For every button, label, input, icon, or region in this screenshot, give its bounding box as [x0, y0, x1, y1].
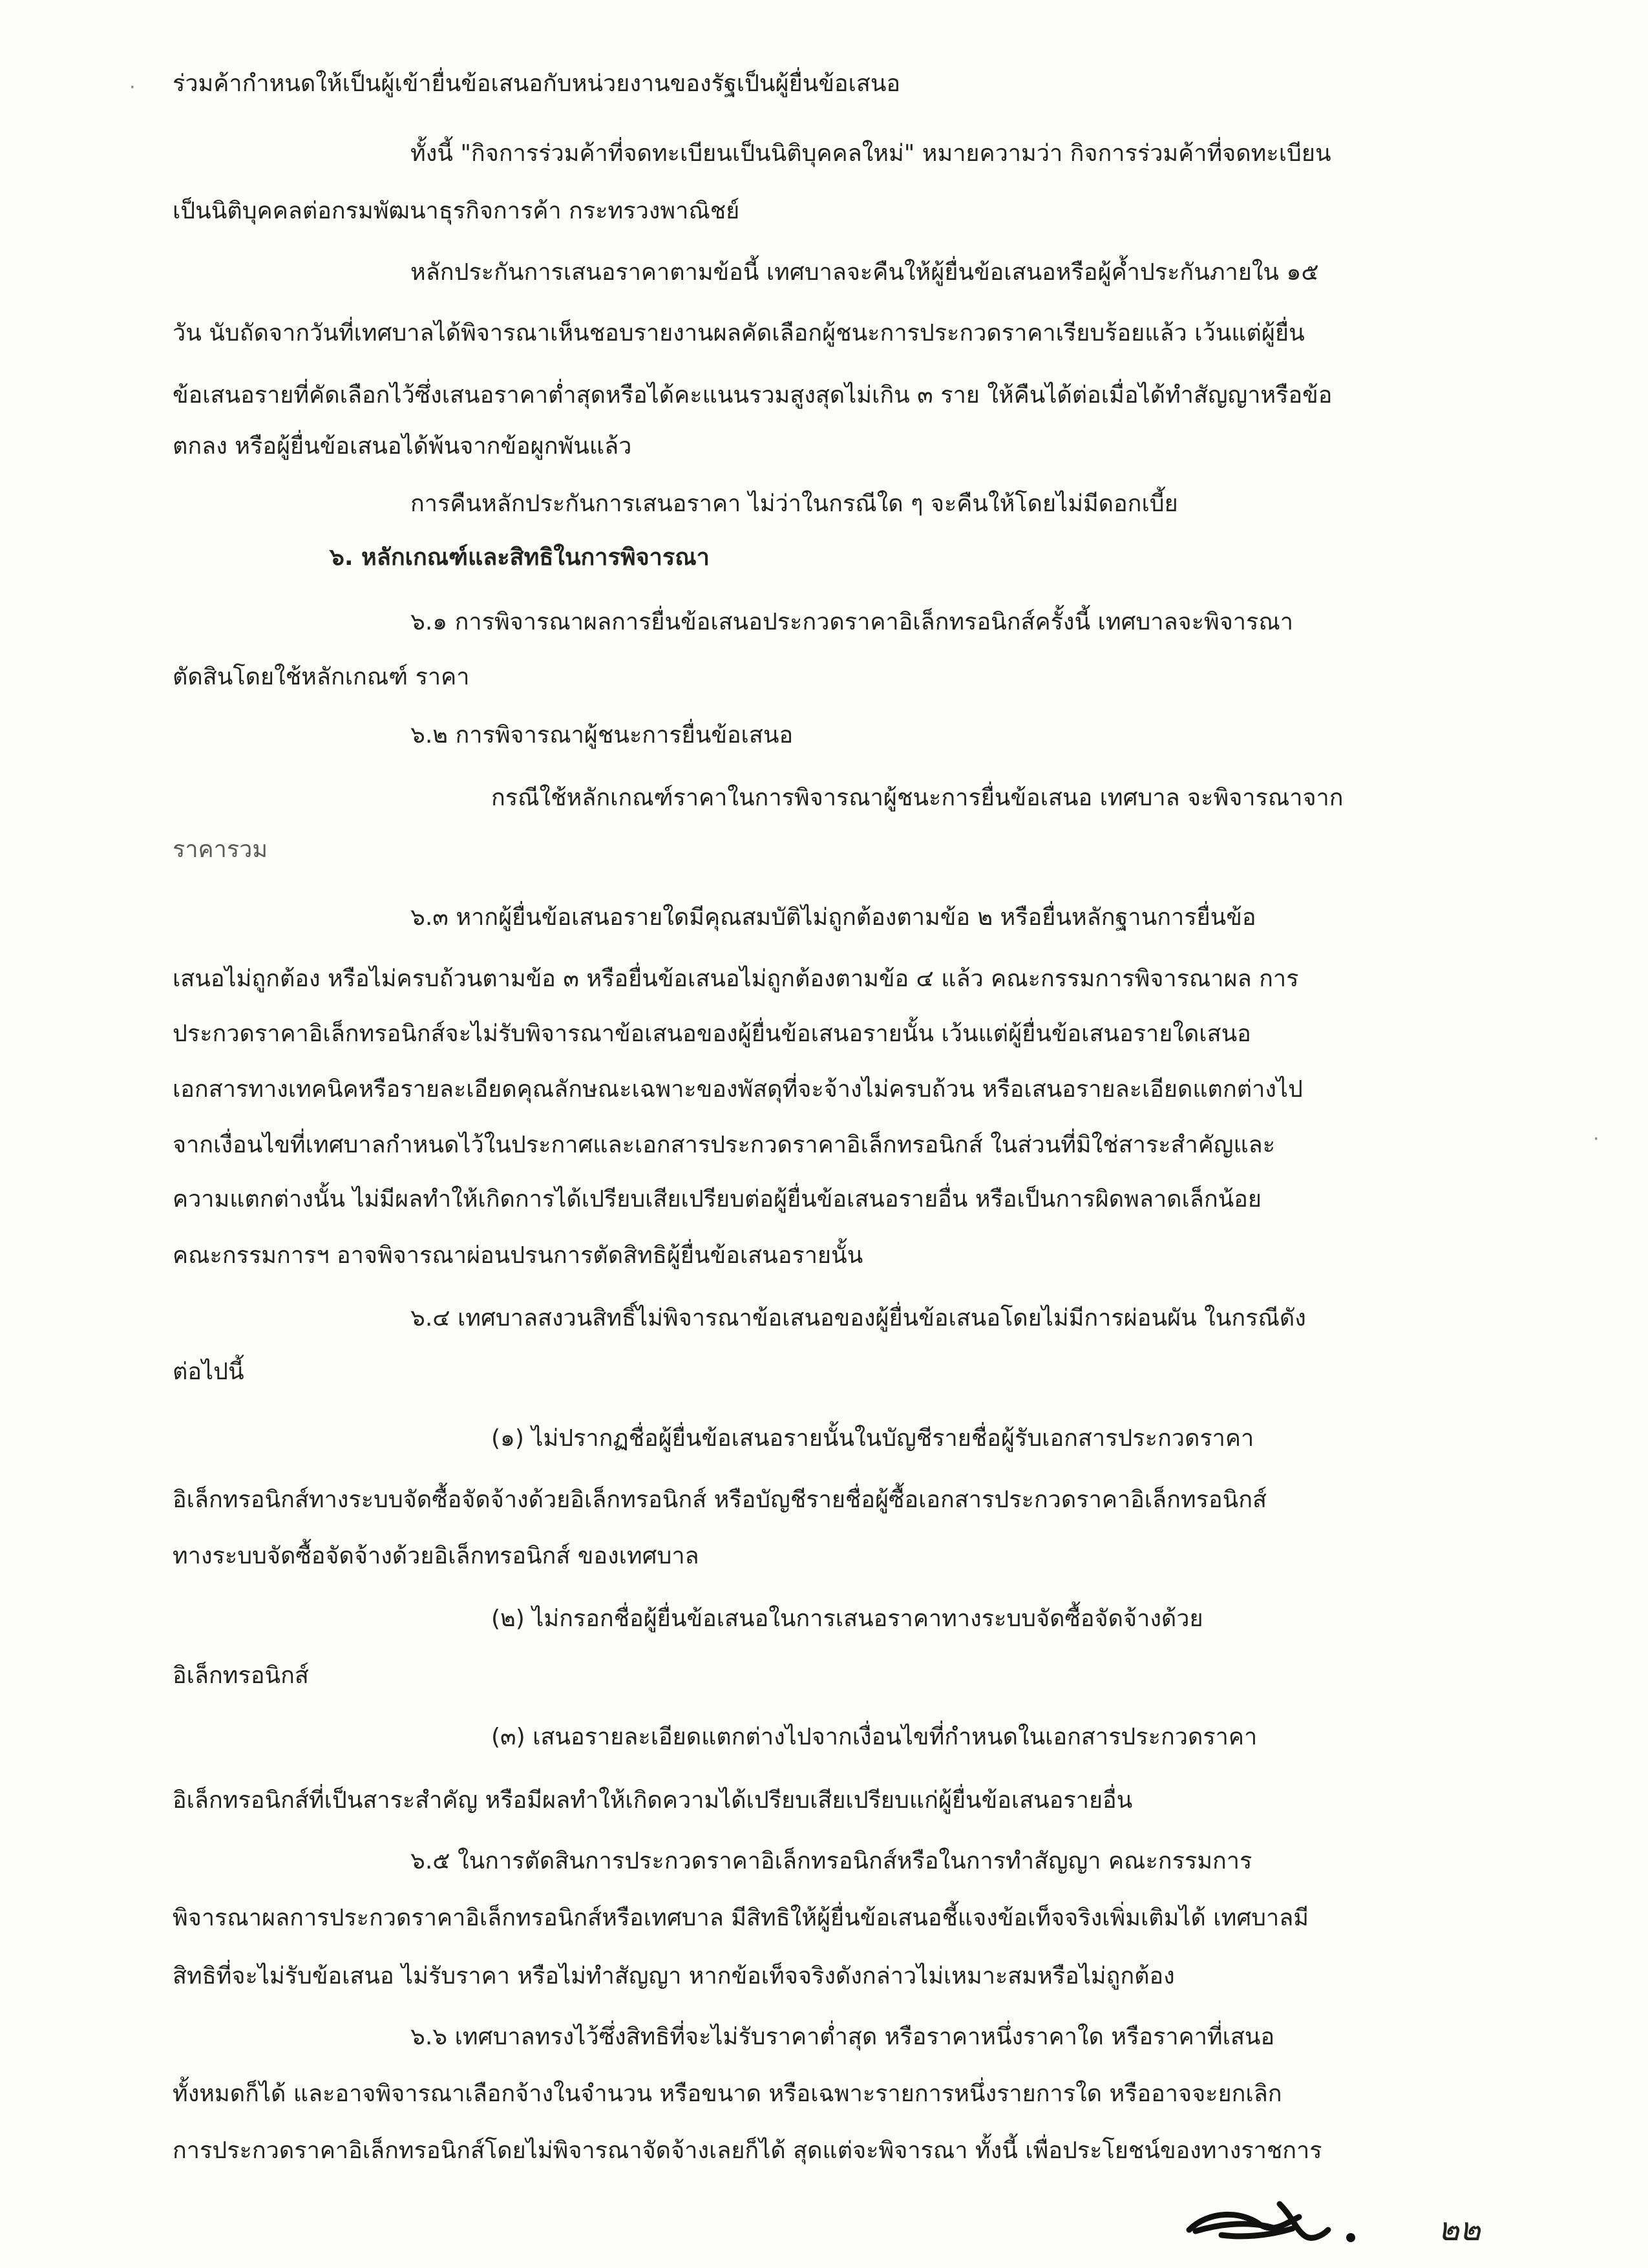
text-line: วัน นับถัดจากวันที่เทศบาลได้พิจารณาเห็นชอบรายงานผลคัดเลือกผู้ชนะการประกวดราคาเรียบร้อยแล้ว เว้นแต่ผู้ยื่น [173, 320, 1305, 346]
text-line: อิเล็กทรอนิกส์ทางระบบจัดซื้อจัดจ้างด้วยอิเล็กทรอนิกส์ หรือบัญชีรายชื่อผู้ซื้อเอกสารประกวดราคาอิเล็กทรอนิกส์ [173, 1487, 1267, 1513]
text-line: (๑) ไม่ปรากฏชื่อผู้ยื่นข้อเสนอรายนั้นในบัญชีรายชื่อผู้รับเอกสารประกวดราคา [491, 1425, 1254, 1452]
text-line: จากเงื่อนไขที่เทศบาลกำหนดไว้ในประกาศและเอกสารประกวดราคาอิเล็กทรอนิกส์ ในส่วนที่มิใช่สาระสำคัญและ [173, 1132, 1276, 1158]
text-line: ร่วมค้ากำหนดให้เป็นผู้เข้ายื่นข้อเสนอกับหน่วยงานของรัฐเป็นผู้ยื่นข้อเสนอ [173, 70, 901, 97]
text-line: สิทธิที่จะไม่รับข้อเสนอ ไม่รับราคา หรือไม่ทำสัญญา หากข้อเท็จจริงดังกล่าวไม่เหมาะสมหรือไม่ถูกต้อง [173, 1963, 1175, 1989]
signature-mark [1183, 2185, 1441, 2256]
text-line: กรณีใช้หลักเกณฑ์ราคาในการพิจารณาผู้ชนะการยื่นข้อเสนอ เทศบาล จะพิจารณาจาก [491, 785, 1344, 811]
text-line: ต่อไปนี้ [173, 1359, 244, 1385]
section-heading: ๖. หลักเกณฑ์และสิทธิในการพิจารณา [330, 544, 710, 571]
scan-speck: · [1593, 1128, 1600, 1150]
scan-speck: · [129, 76, 136, 99]
text-line: การประกวดราคาอิเล็กทรอนิกส์โดยไม่พิจารณาจัดจ้างเลยก็ได้ สุดแต่จะพิจารณา ทั้งนี้ เพื่อประโยชน์ของทางราชการ [173, 2137, 1322, 2164]
text-line: ๖.๑ การพิจารณาผลการยื่นข้อเสนอประกวดราคาอิเล็กทรอนิกส์ครั้งนี้ เทศบาลจะพิจารณา [410, 609, 1293, 635]
text-line: ๖.๔ เทศบาลสงวนสิทธิ์ไม่พิจารณาข้อเสนอของผู้ยื่นข้อเสนอโดยไม่มีการผ่อนผัน ในกรณีดัง [410, 1305, 1306, 1331]
text-line: คณะกรรมการฯ อาจพิจารณาผ่อนปรนการตัดสิทธิผู้ยื่นข้อเสนอรายนั้น [173, 1242, 863, 1269]
text-line: ๖.๕ ในการตัดสินการประกวดราคาอิเล็กทรอนิกส์หรือในการทำสัญญา คณะกรรมการ [410, 1848, 1252, 1874]
text-line: การคืนหลักประกันการเสนอราคา ไม่ว่าในกรณีใด ๆ จะคืนให้โดยไม่มีดอกเบี้ย [410, 491, 1178, 517]
text-line: ๖.๓ หากผู้ยื่นข้อเสนอรายใดมีคุณสมบัติไม่ถูกต้องตามข้อ ๒ หรือยื่นหลักฐานการยื่นข้อ [410, 904, 1256, 931]
text-line: ทั้งหมดก็ได้ และอาจพิจารณาเลือกจ้างในจำนวน หรือขนาด หรือเฉพาะรายการหนึ่งรายการใด หรืออาจจะยกเลิก [173, 2081, 1282, 2107]
text-line: ตัดสินโดยใช้หลักเกณฑ์ ราคา [173, 664, 470, 690]
page-number: ๒๒ [1438, 2210, 1481, 2248]
text-line: ๖.๒ การพิจารณาผู้ชนะการยื่นข้อเสนอ [410, 722, 794, 748]
text-line: เป็นนิติบุคคลต่อกรมพัฒนาธุรกิจการค้า กระทรวงพาณิชย์ [173, 198, 740, 224]
text-line: เอกสารทางเทคนิคหรือรายละเอียดคุณลักษณะเฉพาะของพัสดุที่จะจ้างไม่ครบถ้วน หรือเสนอรายละเอียดแตกต่างไป [173, 1076, 1303, 1103]
text-line: หลักประกันการเสนอราคาตามข้อนี้ เทศบาลจะคืนให้ผู้ยื่นข้อเสนอหรือผู้ค้ำประกันภายใน ๑๕ [410, 259, 1319, 286]
text-line: ทั้งนี้ "กิจการร่วมค้าที่จดทะเบียนเป็นนิติบุคคลใหม่" หมายความว่า กิจการร่วมค้าที่จดทะเบียน [410, 140, 1331, 167]
text-line: ทางระบบจัดซื้อจัดจ้างด้วยอิเล็กทรอนิกส์ ของเทศบาล [173, 1543, 699, 1569]
text-line: ความแตกต่างนั้น ไม่มีผลทำให้เกิดการได้เปรียบเสียเปรียบต่อผู้ยื่นข้อเสนอรายอื่น หรือเป็นการผิดพลาดเล็กน้อย [173, 1186, 1262, 1213]
text-line: ตกลง หรือผู้ยื่นข้อเสนอได้พ้นจากข้อผูกพันแล้ว [173, 433, 632, 460]
text-line: อิเล็กทรอนิกส์ [173, 1662, 309, 1689]
text-line: ประกวดราคาอิเล็กทรอนิกส์จะไม่รับพิจารณาข้อเสนอของผู้ยื่นข้อเสนอรายนั้น เว้นแต่ผู้ยื่นข้อเสนอรายใดเสนอ [173, 1021, 1251, 1047]
text-line: ๖.๖ เทศบาลทรงไว้ซึ่งสิทธิที่จะไม่รับราคาต่ำสุด หรือราคาหนึ่งราคาใด หรือราคาที่เสนอ [410, 2024, 1275, 2050]
text-line: (๒) ไม่กรอกชื่อผู้ยื่นข้อเสนอในการเสนอราคาทางระบบจัดซื้อจัดจ้างด้วย [491, 1606, 1203, 1632]
text-line: (๓) เสนอรายละเอียดแตกต่างไปจากเงื่อนไขที่กำหนดในเอกสารประกวดราคา [491, 1724, 1258, 1750]
text-line: พิจารณาผลการประกวดราคาอิเล็กทรอนิกส์หรือเทศบาล มีสิทธิให้ผู้ยื่นข้อเสนอชี้แจงข้อเท็จจริงเพิ่มเติมได้ เทศบาลมี [173, 1905, 1309, 1931]
text-line: เสนอไม่ถูกต้อง หรือไม่ครบถ้วนตามข้อ ๓ หรือยื่นข้อเสนอไม่ถูกต้องตามข้อ ๔ แล้ว คณะกรรมการพิจารณาผล การ [173, 966, 1299, 992]
text-line: อิเล็กทรอนิกส์ที่เป็นสาระสำคัญ หรือมีผลทำให้เกิดความได้เปรียบเสียเปรียบแก่ผู้ยื่นข้อเสนอรายอื่น [173, 1787, 1133, 1814]
text-line: ราคารวม [173, 836, 268, 863]
text-line: ข้อเสนอรายที่คัดเลือกไว้ซึ่งเสนอราคาต่ำสุดหรือได้คะแนนรวมสูงสุดไม่เกิน ๓ ราย ให้คืนได้ต่อเมื่อได้ทำสัญญาหรือข้อ [173, 382, 1333, 408]
